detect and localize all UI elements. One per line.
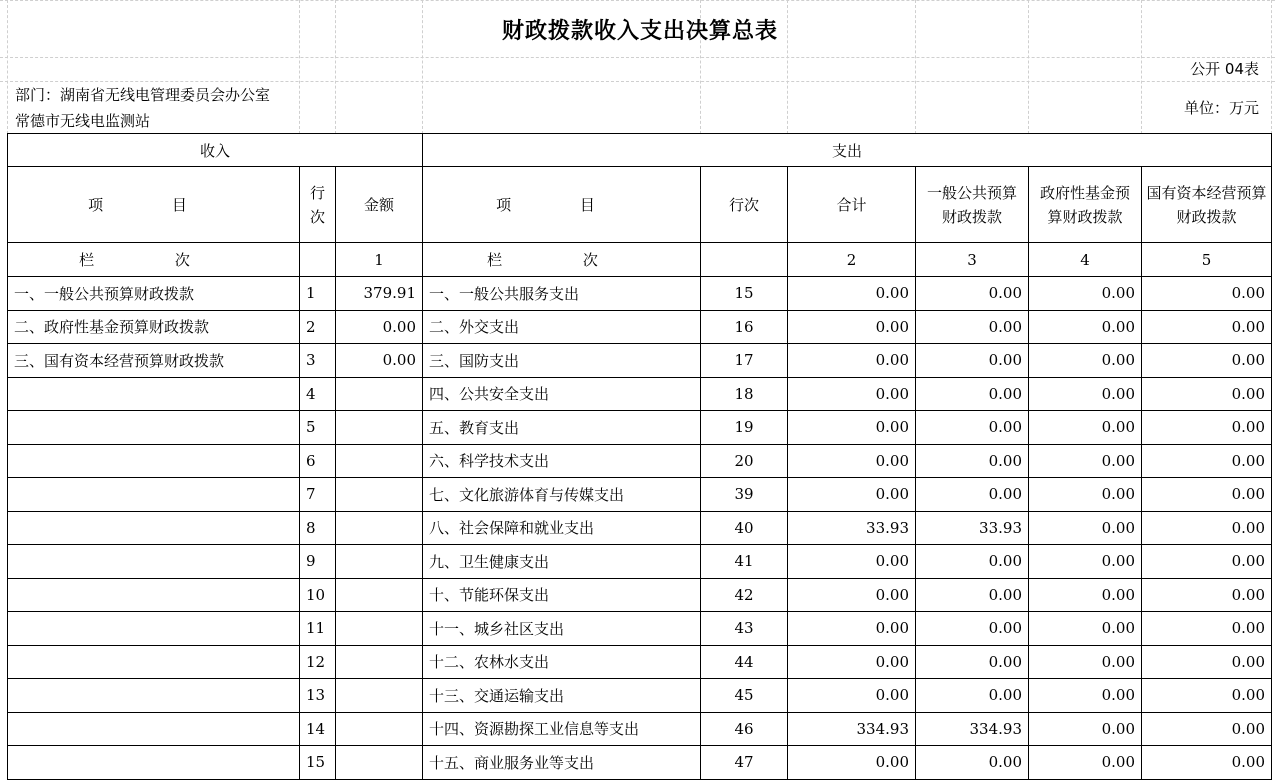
total-amount: 0.00 bbox=[788, 344, 916, 378]
expense-item: 十四、资源勘探工业信息等支出 bbox=[423, 712, 701, 746]
total-amount: 0.00 bbox=[788, 612, 916, 646]
state-capital-header: 国有资本经营预算财政拨款 bbox=[1142, 167, 1272, 243]
income-amount bbox=[336, 578, 423, 612]
expense-item: 五、教育支出 bbox=[423, 411, 701, 445]
income-amount bbox=[336, 377, 423, 411]
income-row-number: 9 bbox=[300, 545, 336, 579]
table-row bbox=[8, 612, 1272, 646]
table-row bbox=[8, 679, 1272, 713]
state-capital-amount: 0.00 bbox=[1142, 679, 1272, 713]
expense-item: 十一、城乡社区支出 bbox=[423, 612, 701, 646]
state-capital-amount: 0.00 bbox=[1142, 277, 1272, 311]
income-item bbox=[8, 679, 300, 713]
table-row bbox=[8, 746, 1272, 780]
general-budget-amount: 0.00 bbox=[916, 612, 1029, 646]
total-header: 合计 bbox=[788, 167, 916, 243]
income-row-number: 2 bbox=[300, 310, 336, 344]
income-item bbox=[8, 545, 300, 579]
table-row bbox=[8, 645, 1272, 679]
income-row-number: 14 bbox=[300, 712, 336, 746]
gov-fund-amount: 0.00 bbox=[1029, 679, 1142, 713]
income-row-number: 7 bbox=[300, 478, 336, 512]
income-item bbox=[8, 511, 300, 545]
gov-fund-amount: 0.00 bbox=[1029, 344, 1142, 378]
income-amount bbox=[336, 545, 423, 579]
column-number: 1 bbox=[336, 243, 423, 277]
gov-fund-header: 政府性基金预算财政拨款 bbox=[1029, 167, 1142, 243]
general-budget-amount: 0.00 bbox=[916, 578, 1029, 612]
total-amount: 0.00 bbox=[788, 746, 916, 780]
income-item bbox=[8, 612, 300, 646]
table-row bbox=[8, 344, 1272, 378]
expense-row-number: 42 bbox=[701, 578, 788, 612]
general-budget-amount: 0.00 bbox=[916, 310, 1029, 344]
total-amount: 0.00 bbox=[788, 679, 916, 713]
gov-fund-amount: 0.00 bbox=[1029, 277, 1142, 311]
gov-fund-amount: 0.00 bbox=[1029, 377, 1142, 411]
gov-fund-amount: 0.00 bbox=[1029, 411, 1142, 445]
table-row bbox=[8, 277, 1272, 311]
total-amount: 0.00 bbox=[788, 545, 916, 579]
income-amount bbox=[336, 612, 423, 646]
gov-fund-amount: 0.00 bbox=[1029, 746, 1142, 780]
general-budget-amount: 0.00 bbox=[916, 679, 1029, 713]
total-amount: 334.93 bbox=[788, 712, 916, 746]
expense-item: 九、卫生健康支出 bbox=[423, 545, 701, 579]
expense-item: 一、一般公共服务支出 bbox=[423, 277, 701, 311]
column-number: 2 bbox=[788, 243, 916, 277]
expense-item: 十五、商业服务业等支出 bbox=[423, 746, 701, 780]
income-amount bbox=[336, 712, 423, 746]
expense-row-number: 46 bbox=[701, 712, 788, 746]
income-amount: 379.91 bbox=[336, 277, 423, 311]
state-capital-amount: 0.00 bbox=[1142, 746, 1272, 780]
income-amount: 0.00 bbox=[336, 344, 423, 378]
state-capital-amount: 0.00 bbox=[1142, 377, 1272, 411]
income-item bbox=[8, 444, 300, 478]
general-budget-header: 一般公共预算财政拨款 bbox=[916, 167, 1029, 243]
income-amount bbox=[336, 645, 423, 679]
state-capital-amount: 0.00 bbox=[1142, 712, 1272, 746]
expense-row-number: 17 bbox=[701, 344, 788, 378]
expense-row-number: 39 bbox=[701, 478, 788, 512]
expense-item: 六、科学技术支出 bbox=[423, 444, 701, 478]
income-item-header: 项 目 bbox=[8, 167, 300, 243]
income-amount: 0.00 bbox=[336, 310, 423, 344]
expense-item: 二、外交支出 bbox=[423, 310, 701, 344]
general-budget-amount: 0.00 bbox=[916, 377, 1029, 411]
income-item bbox=[8, 578, 300, 612]
expense-row-number: 40 bbox=[701, 511, 788, 545]
column-number-label: 栏 次 bbox=[423, 243, 701, 277]
income-row-number: 8 bbox=[300, 511, 336, 545]
department-subname: 常德市无线电监测站 bbox=[15, 112, 151, 130]
state-capital-amount: 0.00 bbox=[1142, 578, 1272, 612]
income-item: 三、国有资本经营预算财政拨款 bbox=[8, 344, 300, 378]
table-row bbox=[8, 444, 1272, 478]
general-budget-amount: 0.00 bbox=[916, 746, 1029, 780]
state-capital-amount: 0.00 bbox=[1142, 645, 1272, 679]
general-budget-amount: 0.00 bbox=[916, 411, 1029, 445]
income-amount bbox=[336, 478, 423, 512]
table-row bbox=[8, 310, 1272, 344]
column-number: 4 bbox=[1029, 243, 1142, 277]
total-amount: 0.00 bbox=[788, 645, 916, 679]
expense-item: 十二、农林水支出 bbox=[423, 645, 701, 679]
income-row-number: 1 bbox=[300, 277, 336, 311]
gov-fund-amount: 0.00 bbox=[1029, 578, 1142, 612]
table-row bbox=[8, 377, 1272, 411]
income-row-number: 11 bbox=[300, 612, 336, 646]
expense-item-header: 项 目 bbox=[423, 167, 701, 243]
column-number: 3 bbox=[916, 243, 1029, 277]
income-item bbox=[8, 746, 300, 780]
table-row bbox=[8, 578, 1272, 612]
income-row-number: 4 bbox=[300, 377, 336, 411]
income-row-number: 12 bbox=[300, 645, 336, 679]
income-row-number: 15 bbox=[300, 746, 336, 780]
expense-item: 十、节能环保支出 bbox=[423, 578, 701, 612]
expense-item: 七、文化旅游体育与传媒支出 bbox=[423, 478, 701, 512]
expense-row-number: 44 bbox=[701, 645, 788, 679]
income-item bbox=[8, 411, 300, 445]
total-amount: 0.00 bbox=[788, 277, 916, 311]
income-row-number: 10 bbox=[300, 578, 336, 612]
state-capital-amount: 0.00 bbox=[1142, 444, 1272, 478]
general-budget-amount: 0.00 bbox=[916, 545, 1029, 579]
income-amount bbox=[336, 411, 423, 445]
state-capital-amount: 0.00 bbox=[1142, 545, 1272, 579]
table-row bbox=[8, 411, 1272, 445]
expense-row-number: 20 bbox=[701, 444, 788, 478]
expense-row-number: 16 bbox=[701, 310, 788, 344]
income-amount bbox=[336, 444, 423, 478]
state-capital-amount: 0.00 bbox=[1142, 344, 1272, 378]
blank-cell bbox=[701, 243, 788, 277]
income-item bbox=[8, 377, 300, 411]
table-row bbox=[8, 511, 1272, 545]
grid-line bbox=[0, 0, 1275, 1]
income-amount bbox=[336, 746, 423, 780]
expense-row-number: 41 bbox=[701, 545, 788, 579]
income-rowno-header: 行次 bbox=[300, 167, 336, 243]
department-name: 部门：湖南省无线电管理委员会办公室 bbox=[15, 86, 271, 104]
income-item bbox=[8, 712, 300, 746]
page-title: 财政拨款收入支出决算总表 bbox=[501, 19, 778, 44]
expense-row-number: 47 bbox=[701, 746, 788, 780]
expense-header: 支出 bbox=[423, 134, 1272, 167]
gov-fund-amount: 0.00 bbox=[1029, 310, 1142, 344]
income-row-number: 6 bbox=[300, 444, 336, 478]
column-number: 5 bbox=[1142, 243, 1272, 277]
income-header: 收入 bbox=[8, 134, 423, 167]
state-capital-amount: 0.00 bbox=[1142, 411, 1272, 445]
expense-rowno-header: 行次 bbox=[701, 167, 788, 243]
income-amount bbox=[336, 679, 423, 713]
gov-fund-amount: 0.00 bbox=[1029, 712, 1142, 746]
gov-fund-amount: 0.00 bbox=[1029, 612, 1142, 646]
state-capital-amount: 0.00 bbox=[1142, 478, 1272, 512]
total-amount: 0.00 bbox=[788, 444, 916, 478]
income-item: 二、政府性基金预算财政拨款 bbox=[8, 310, 300, 344]
total-amount: 0.00 bbox=[788, 310, 916, 344]
expense-item: 四、公共安全支出 bbox=[423, 377, 701, 411]
total-amount: 0.00 bbox=[788, 578, 916, 612]
expense-row-number: 15 bbox=[701, 277, 788, 311]
table-body bbox=[8, 277, 1272, 780]
total-amount: 0.00 bbox=[788, 411, 916, 445]
gov-fund-amount: 0.00 bbox=[1029, 511, 1142, 545]
total-amount: 0.00 bbox=[788, 377, 916, 411]
total-amount: 33.93 bbox=[788, 511, 916, 545]
state-capital-amount: 0.00 bbox=[1142, 612, 1272, 646]
general-budget-amount: 0.00 bbox=[916, 344, 1029, 378]
table-row bbox=[8, 712, 1272, 746]
income-row-number: 13 bbox=[300, 679, 336, 713]
expense-item: 八、社会保障和就业支出 bbox=[423, 511, 701, 545]
expense-row-number: 19 bbox=[701, 411, 788, 445]
gov-fund-amount: 0.00 bbox=[1029, 478, 1142, 512]
unit-label: 单位：万元 bbox=[1183, 99, 1259, 117]
budget-table bbox=[7, 133, 1272, 780]
state-capital-amount: 0.00 bbox=[1142, 310, 1272, 344]
expense-row-number: 43 bbox=[701, 612, 788, 646]
income-item: 一、一般公共预算财政拨款 bbox=[8, 277, 300, 311]
expense-item: 三、国防支出 bbox=[423, 344, 701, 378]
expense-item: 十三、交通运输支出 bbox=[423, 679, 701, 713]
blank-cell bbox=[300, 243, 336, 277]
state-capital-amount: 0.00 bbox=[1142, 511, 1272, 545]
general-budget-amount: 33.93 bbox=[916, 511, 1029, 545]
table-row bbox=[8, 545, 1272, 579]
form-code: 公开 04表 bbox=[1190, 60, 1259, 78]
general-budget-amount: 0.00 bbox=[916, 444, 1029, 478]
total-amount: 0.00 bbox=[788, 478, 916, 512]
income-item bbox=[8, 478, 300, 512]
gov-fund-amount: 0.00 bbox=[1029, 645, 1142, 679]
amount-header: 金额 bbox=[336, 167, 423, 243]
general-budget-amount: 334.93 bbox=[916, 712, 1029, 746]
income-amount bbox=[336, 511, 423, 545]
income-row-number: 5 bbox=[300, 411, 336, 445]
gov-fund-amount: 0.00 bbox=[1029, 545, 1142, 579]
grid-line bbox=[0, 81, 1275, 82]
grid-line bbox=[0, 57, 1275, 58]
expense-row-number: 45 bbox=[701, 679, 788, 713]
table-row bbox=[8, 478, 1272, 512]
income-row-number: 3 bbox=[300, 344, 336, 378]
gov-fund-amount: 0.00 bbox=[1029, 444, 1142, 478]
general-budget-amount: 0.00 bbox=[916, 478, 1029, 512]
income-item bbox=[8, 645, 300, 679]
general-budget-amount: 0.00 bbox=[916, 645, 1029, 679]
expense-row-number: 18 bbox=[701, 377, 788, 411]
general-budget-amount: 0.00 bbox=[916, 277, 1029, 311]
column-number-label: 栏 次 bbox=[8, 243, 300, 277]
